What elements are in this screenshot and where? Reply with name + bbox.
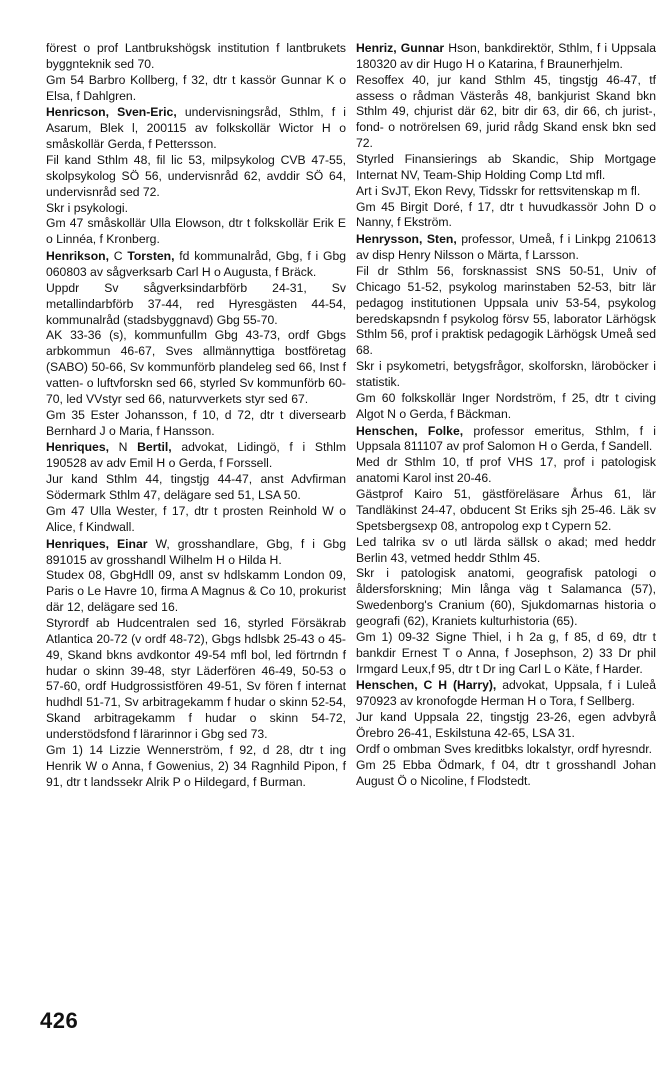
entry-paragraph: Hson, bankdirektör, Sthlm, f i Uppsala 180320 av dir Hugo H o Katarina, f Braunerhjelm. (356, 41, 656, 71)
entry-name: Henschen, Folke, (356, 423, 464, 438)
entry-henschen-folke (356, 424, 656, 678)
entry-name: Henrikson, (46, 249, 109, 264)
entry-henriques-bertil: Henriques, N Bertil, advokat, Lidingö, f i Sthlm 190528 av adv Emil H o Gerda, f Forssell. Jur kand Sthlm 44, tingstjg 44-47, anst Advfirman Södermark Sthlm 47, delägare sed 51, LSA 50. Gm 47 Ulla Wester, f 17, dtr t prosten Reinhold W o Alice, f Kindwall. (46, 440, 346, 534)
entry-paragraph: Gm 54 Barbro Kollberg, f 32, dtr t kassör Gunnar K o Elsa, f Dahlgren. (46, 72, 346, 103)
entry-paragraph: Skr i psykometri, betygsfrågor, skolforskn, läroböcker i statistik. (356, 359, 656, 390)
entry-paragraph: Studex 08, GbgHdll 09, anst sv hdlskamm London 09, Paris o Le Havre 10, firma A Magnus & Co 10, prokurist där 12, delägare sed 16. (46, 568, 346, 615)
entry-henrysson-sten (356, 232, 656, 422)
entry-name: Henriques, Einar (46, 536, 148, 551)
entry-paragraph: Gm 25 Ebba Ödmark, f 04, dtr t grosshandl Johan August Ö o Nicoline, f Flodstedt. (356, 757, 656, 788)
entry-paragraph: advokat, Lidingö, f i Sthlm 190528 av adv Emil H o Gerda, f Forssell. (46, 440, 346, 471)
entry-paragraph: Jur kand Uppsala 22, tingstjg 23-26, egen advbyrå Örebro 26-41, Eskilstuna 42-65, LSA 31. (356, 710, 656, 740)
left-column (46, 41, 346, 790)
entry-paragraph: Fil dr Sthlm 56, forsknassist SNS 50-51, Univ of Chicago 51-52, psykolog marinstaben 52-53, bitr lär pedagog institutionen Uppsala univ 53-54, psykolog beredskapsndn f psykolog försv 55, laborator Lärhögsk Sthlm 56, prof i praktisk pedagogik Lärhögsk Umeå sed 68. (356, 264, 656, 358)
entry-henriz-gunnar (356, 41, 656, 231)
entry-name-given: Torsten, (127, 249, 175, 264)
entry-paragraph: Gm 1) 09-32 Signe Thiel, i h 2a g, f 85, d 69, dtr t bankdir Ernest T o Anna, f Josephson, 2) 33 Dr phil Irmgard Leux,f 95, dtr t Dr ing Carl L o Käte, f Harder. (356, 629, 656, 676)
entry-name: Henschen, C H (Harry), (356, 678, 497, 693)
entry-paragraph: Gm 60 folkskollär Inger Nordström, f 25, dtr t civing Algot N o Gerda, f Bäckman. (356, 390, 656, 421)
entry-paragraph: Art i SvJT, Ekon Revy, Tidsskr for rettsvitenskap m fl. (356, 183, 641, 198)
page-number: 426 (40, 1008, 79, 1033)
entry-paragraph: Gm 1) 14 Lizzie Wennerström, f 92, d 28, dtr t ing Henrik W o Anna, f Gowenius, 2) 34 Ragnhild Pipon, f 91, dtr t landssekr Alrik P o Hildegard, f Burman. (46, 742, 346, 789)
entry-paragraph: Jur kand Sthlm 44, tingstjg 44-47, anst Advfirman Södermark Sthlm 47, delägare sed 51, LSA 50. (46, 472, 346, 503)
entry-paragraph: Skr i psykologi. (46, 200, 128, 215)
entry-paragraph: Med dr Sthlm 10, tf prof VHS 17, prof i patologisk anatomi Karol inst 20-46. (356, 455, 656, 486)
entry-paragraph: advokat, Uppsala, f i Luleå 970923 av kronofogde Herman H o Tora, f Sellberg. (356, 678, 656, 709)
entry-paragraph: Uppdr Sv sågverksindarbförb 24-31, Sv metallindarbförb 37-44, red Hyresgästen 44-54, kommunalråd (stadsbyggnavd) Gbg 55-70. (46, 280, 346, 327)
entry-paragraph: professor emeritus, Sthlm, f i Uppsala 811107 av prof Salomon H o Gerda, f Sandell. (356, 423, 656, 454)
entry-henricson-sven-eric (46, 105, 346, 248)
entry-paragraph: Gm 45 Birgit Doré, f 17, dtr t huvudkassör John D o Nanny, f Ekström. (356, 199, 656, 230)
entry-paragraph: Gm 47 Ulla Wester, f 17, dtr t prosten Reinhold W o Alice, f Kindwall. (46, 503, 346, 534)
entry-paragraph: Skr i patologisk anatomi, geografisk patologi o åldersforskning; Min långa väg t Salamanca (57), Swedenborg's Cranium (60), Sjukdomarnas historia o geografi (62), Kraniets kulturhistoria (65). (356, 566, 656, 628)
entry-henriques-einar (46, 537, 346, 791)
entry-paragraph: Gästprof Kairo 51, gästföreläsare Århus 61, lär Tandläkinst 24-47, obducent St Eriks sjh 25-46. Läk sv Spetsbergsexp 08, antropolog exp t Cypern 52. (356, 487, 656, 533)
entry-continuation (46, 41, 346, 104)
entry-paragraph: Led talrika sv o utl lärda sällsk o akad; med heddr Berlin 43, vetmed heddr Sthlm 45. (356, 534, 656, 565)
entry-paragraph: förest o prof Lantbrukshögsk institution f lantbrukets byggnteknik sed 70. (46, 41, 346, 71)
entry-paragraph: Gm 47 småskollär Ulla Elowson, dtr t folkskollär Erik E o Linnéa, f Kronberg. (46, 216, 346, 247)
entry-paragraph: Styrordf ab Hudcentralen sed 16, styrled Försäkrab Atlantica 20-72 (v ordf 48-72), Gbgs hdlsbk 25-43 o 45-49, Skand bkns avdkontor 49-54 mfl bol, led förtrndn f hudar o skinn 39-48, styr Läderfören 46-49, 50-53 o 57-60, ordf Hudgrossistfören 49-51, Sv fören f internat hudhdl 51-71, Sv arbitragekamm f hudar o skinn 52-54, Skand arbitragekamm f hudar o skinn 54-72, understödsfond f lärarinnor i Gbg sed 73. (46, 615, 346, 741)
entry-name: Henriz, Gunnar (356, 41, 445, 55)
entry-paragraph: Gm 35 Ester Johansson, f 10, d 72, dtr t diversearb Bernhard J o Maria, f Hansson. (46, 407, 346, 438)
entry-paragraph: AK 33-36 (s), kommunfullm Gbg 43-73, ordf Gbgs arbkommun 46-67, Sves allmännyttiga bostföretag (SABO) 50-66, Sv kommunförb plandeleg sed 66, Inst f vatten- o luftvforskn sed 66, styrled Sv kommunförb 60-70, led VVstyr sed 66, naturvverkets styr sed 67. (46, 328, 346, 406)
entry-paragraph: W, grosshandlare, Gbg, f i Gbg 891015 av grosshandl Wilhelm H o Hilda H. (46, 536, 346, 567)
entry-henrikson-torsten: Henrikson, C Torsten, fd kommunalråd, Gbg, f i Gbg 060803 av sågverksarb Carl H o Augusta, f Bräck. Uppdr Sv sågverksindarbförb 24-31, Sv metallindarbförb 37-44, red Hyresgästen 44-54, kommunalråd (stadsbyggnavd) Gbg 55-70. AK 33-36 (s), kommunfullm Gbg 43-73, ordf Gbgs arbkommun 46-67, Sves allmännyttiga bostföretag (SABO) 50-66, Sv kommunförb plandeleg sed 66, Inst f vatten- o luftvforskn sed 66, styrled Sv kommunförb 60-70, led VVstyr sed 66, naturvverkets styr sed 67. Gm 35 Ester Johansson, f 10, d 72, dtr t diversearb Bernhard J o Maria, f Hansson. (46, 249, 346, 438)
entry-paragraph: fd kommunalråd, Gbg, f i Gbg 060803 av sågverksarb Carl H o Augusta, f Bräck. (46, 249, 346, 280)
right-column (356, 41, 656, 789)
entry-name-given: Bertil, (137, 440, 172, 455)
entry-name: Henriques, (46, 440, 109, 455)
entry-paragraph: undervisningsråd, Sthlm, f i Asarum, Blek l, 200115 av folkskollär Wictor H o småskollär Gerda, f Pettersson. (46, 105, 346, 152)
entry-paragraph: professor, Umeå, f i Linkpg 210613 av disp Henry Nilsson o Märta, f Larsson. (356, 232, 657, 263)
entry-paragraph: Styrled Finansierings ab Skandic, Ship Mortgage Internat NV, Team-Ship Holding Comp Ltd mfl. (356, 152, 656, 182)
entry-name: Henricson, Sven-Eric, (46, 105, 177, 120)
entry-name: Henrysson, Sten, (356, 232, 457, 247)
entry-paragraph: Resoffex 40, jur kand Sthlm 45, tingstjg 46-47, tf assess o rådman Västerås 48, bankjurist Skand bkn Sthlm 49, chjurist där 62, bitr dir 63, dir 66, ch jurist-, fond- o notrörelsen 69, jurid rådg Skand ensk bkn sed 72. (356, 72, 656, 151)
entry-paragraph: Fil kand Sthlm 48, fil lic 53, milpsykolog CVB 47-55, skolpsykolog SÖ 56, undervisnråd 62, avddir SÖ 64, undervisnråd sed 72. (46, 153, 346, 199)
entry-paragraph: Ordf o ombman Sves kreditbks lokalstyr, ordf hyresndr. (356, 741, 653, 756)
entry-henschen-harry (356, 678, 656, 789)
